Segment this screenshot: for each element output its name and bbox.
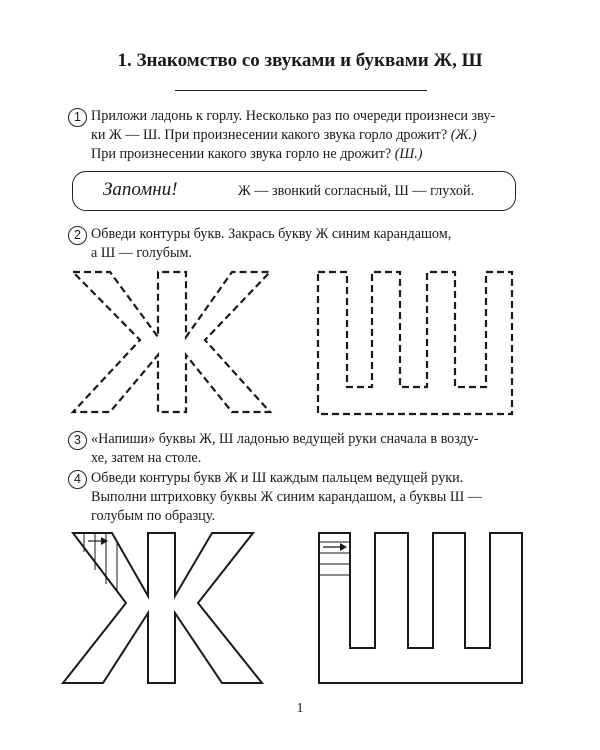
task-line: «Напиши» буквы Ж, Ш ладонью ведущей руки сначала в возду- [91,431,479,447]
arrow-icon [88,537,108,545]
dotted-letter-zh [73,272,270,412]
solid-letter-sh [319,533,522,683]
arrow-icon [323,543,347,551]
task-line: Обведи контуры букв Ж и Ш каждым пальцем ведущей руки. [91,470,464,486]
task-number: 3 [68,431,87,450]
remember-label: Запомни! [103,179,178,200]
task-number: 4 [68,470,87,489]
answer-text: (Ж.) [450,127,477,143]
dotted-letter-sh [318,272,512,414]
task-line: хе, затем на столе. [91,450,202,466]
answer-text: (Ш.) [394,146,423,162]
remember-text: Ж — звонкий согласный, Ш — глухой. [238,183,475,199]
task-line: При произнесении какого звука горло не дрожит? [91,146,392,162]
page-title: 1. Знакомство со звуками и буквами Ж, Ш [117,50,483,71]
task-line: ки Ж — Ш. При произнесении какого звука горло дрожит? [91,127,448,143]
task-number: 2 [68,226,87,245]
task-line: голубым по образцу. [91,508,215,524]
task-line: Обведи контуры букв. Закрась букву Ж синим карандашом, [91,226,452,242]
solid-letter-zh [63,533,262,683]
task-line: а Ш — голубым. [91,245,193,261]
task-line: Приложи ладонь к горлу. Несколько раз по очереди произнеси зву- [91,108,496,124]
page-number: 1 [296,701,304,716]
task-number: 1 [68,108,87,127]
task-line: Выполни штриховку буквы Ж синим карандашом, а буквы Ш — [91,489,482,505]
